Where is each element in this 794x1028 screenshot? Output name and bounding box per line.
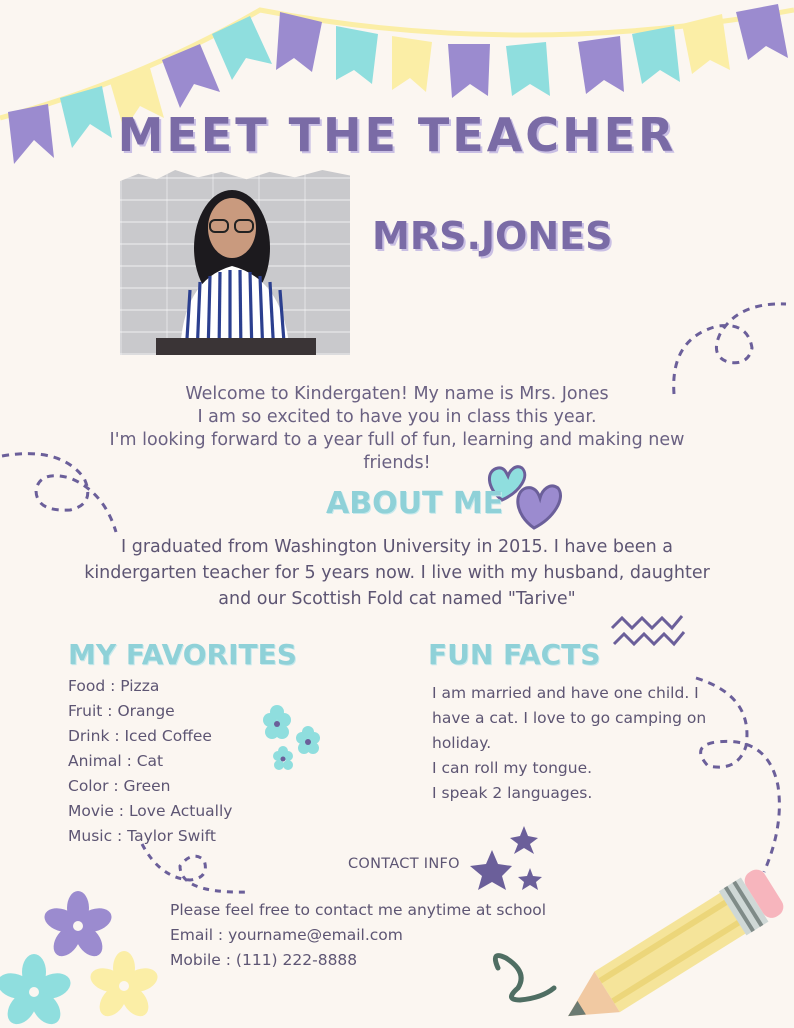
contact-message: Please feel free to contact me anytime at school [170,901,547,919]
teacher-photo [120,170,350,355]
about-line: kindergarten teacher for 5 years now. I live with my husband, daughter [84,563,710,583]
fun-facts-heading: FUN FACTS [428,638,601,671]
my-favorites-heading: MY FAVORITES [68,638,297,671]
welcome-line: friends! [363,453,431,473]
list-item: Animal : Cat [68,752,164,770]
welcome-message [90,383,704,475]
list-item: Drink : Iced Coffee [68,727,212,745]
contact-email[interactable]: Email : yourname@email.com [170,926,403,944]
fun-facts-text [432,681,722,806]
favorites-list [68,674,232,849]
list-item: Fruit : Orange [68,702,175,720]
list-item: Food : Pizza [68,677,160,695]
flowers-decoration [0,890,170,1028]
about-me-text [60,534,734,612]
pencil-icon [488,860,788,1020]
fact-line: I am married and have one child. I [432,684,699,702]
page-title: MEET THE TEACHER [117,108,677,162]
about-me-heading: ABOUT ME [326,486,504,521]
flowers-icon [258,708,328,778]
list-item: Music : Taylor Swift [68,827,216,845]
fact-line: I speak 2 languages. [432,784,593,802]
list-item: Color : Green [68,777,171,795]
about-line: I graduated from Washington University in 2015. I have been a [121,537,673,557]
contact-mobile[interactable]: Mobile : (111) 222-8888 [170,951,358,969]
fact-line: holiday. [432,734,492,752]
teacher-name: MRS.JONES [372,214,613,258]
dotted-loop-decoration [0,448,120,538]
contact-info-heading: CONTACT INFO [348,856,460,872]
welcome-line: Welcome to Kindergaten! My name is Mrs. Jones [185,384,609,404]
welcome-line: I am so excited to have you in class this year. [197,407,597,427]
list-item: Movie : Love Actually [68,802,233,820]
fact-line: have a cat. I love to go camping on [432,709,707,727]
welcome-line: I'm looking forward to a year full of fun, learning and making new [109,430,685,450]
fact-line: I can roll my tongue. [432,759,593,777]
about-line: and our Scottish Fold cat named "Tarive" [218,589,576,609]
zigzag-decoration [610,606,686,656]
person-illustration [120,170,350,355]
dotted-curve-decoration [694,676,794,876]
